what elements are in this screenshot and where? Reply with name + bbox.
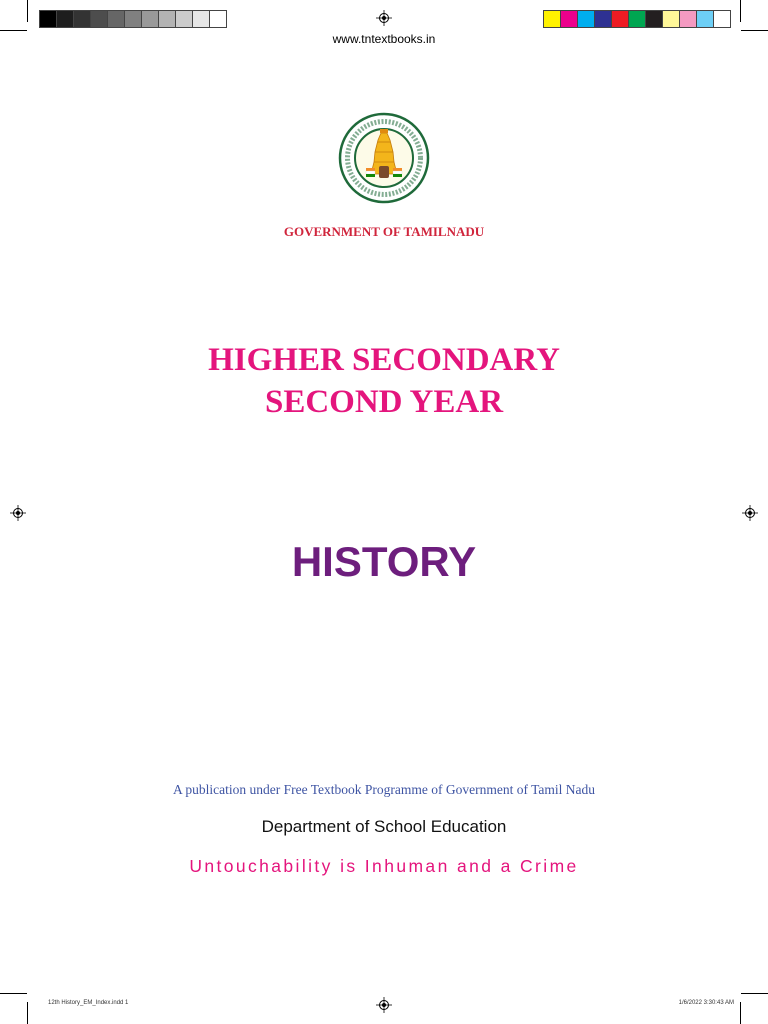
crop-mark (741, 30, 768, 31)
crop-mark (0, 993, 27, 994)
crop-mark (740, 1002, 741, 1024)
color-swatch (713, 10, 731, 28)
publication-note: A publication under Free Textbook Programme of Government of Tamil Nadu (172, 782, 596, 797)
gray-swatch (56, 10, 74, 28)
crop-mark (27, 1002, 28, 1024)
government-label: GOVERNMENT OF TAMILNADU (283, 224, 485, 239)
gray-swatch (158, 10, 176, 28)
title-line-2: SECOND YEAR (264, 384, 504, 420)
crop-mark (741, 993, 768, 994)
grayscale-color-bar (40, 10, 227, 28)
website-url[interactable]: www.tntextbooks.in (332, 32, 436, 46)
color-swatch (645, 10, 663, 28)
color-swatch (679, 10, 697, 28)
gray-swatch (73, 10, 91, 28)
process-color-bar (544, 10, 731, 28)
print-slug-timestamp: 1/6/2022 3:30:43 AM (678, 1000, 734, 1006)
gray-swatch (90, 10, 108, 28)
gray-swatch (107, 10, 125, 28)
registration-mark-icon (376, 10, 392, 26)
color-swatch (577, 10, 595, 28)
color-swatch (628, 10, 646, 28)
gray-swatch (141, 10, 159, 28)
color-swatch (594, 10, 612, 28)
registration-mark-icon (10, 505, 26, 521)
color-swatch (696, 10, 714, 28)
gray-swatch (175, 10, 193, 28)
print-slug-file: 12th History_EM_Index.indd 1 (48, 1000, 129, 1006)
subject-title: HISTORY (291, 538, 477, 585)
color-swatch (543, 10, 561, 28)
tamil-nadu-emblem-icon (338, 112, 430, 204)
motto-text: Untouchability is Inhuman and a Crime (189, 856, 579, 876)
crop-mark (27, 0, 28, 22)
color-swatch (611, 10, 629, 28)
department-name: Department of School Education (261, 817, 507, 836)
color-swatch (662, 10, 680, 28)
registration-mark-icon (742, 505, 758, 521)
gray-swatch (209, 10, 227, 28)
crop-mark (740, 0, 741, 22)
title-line-1: HIGHER SECONDARY (208, 342, 560, 378)
gray-swatch (39, 10, 57, 28)
crop-mark (0, 30, 27, 31)
registration-mark-icon (376, 997, 392, 1013)
color-swatch (560, 10, 578, 28)
gray-swatch (192, 10, 210, 28)
gray-swatch (124, 10, 142, 28)
